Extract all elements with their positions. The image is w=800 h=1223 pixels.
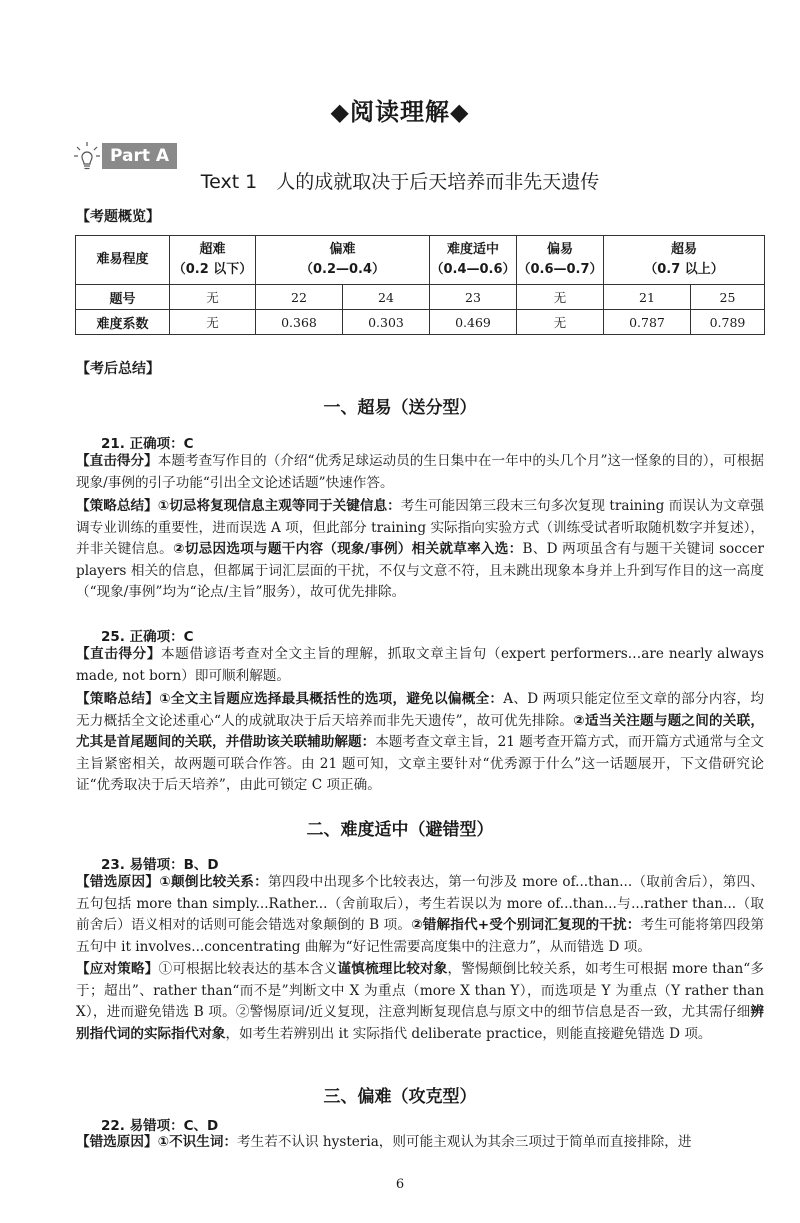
summary-label: 【考后总结】 [76,361,160,377]
page-number: 6 [395,1177,405,1192]
overview-label: 【考题概览】 [76,209,160,225]
row-label-question: 题号 [76,285,170,310]
answer-line: 23. 易错项：B、D [101,857,219,873]
section-heading: 三、偏难（攻克型） [323,1087,477,1107]
table-cell: 0.787 [604,310,691,335]
paragraph: 【直击得分】本题考查写作目的（介绍“优秀足球运动员的生日集中在一年中的头几个月”这一怪象的目的），可根据现象/事例的引子功能“引出全文论述话题”快速作答。 [76,453,765,491]
table-cell: 无 [170,285,256,310]
part-label: Part A [102,143,177,169]
answer-line: 22. 易错项：C、D [101,1118,219,1134]
answer-line: 25. 正确项：C [101,629,194,645]
table-cell: 0.469 [430,310,517,335]
table-cell: 无 [170,310,256,335]
text-title: Text 1 人的成就取决于后天培养而非先天遗传 [200,171,600,193]
table-cell: 无 [517,285,604,310]
level-cell: 偏难 （0.2—0.4） [256,236,430,285]
level-cell: 难度适中 （0.4—0.6） [430,236,517,285]
paragraph: 【错选原因】①不识生词：考生若不认识 hysteria，则可能主观认为其余三项过于简单而直接排除，进 [76,1134,692,1150]
paragraph: 【策略总结】①切忌将复现信息主观等同于关键信息：考生可能因第三段末三句多次复现 training 而误认为文章强调专业训练的重要性，进而误选 A 项，但此部分 training 实际指向实验方式（训练受试者听取随机数字并复述），并非关键信息。②切忌因选项与题干内容（现象/事例）相关就草率入选：B、D 两项虽含有与题干关键词 soccer players 相关的信息，但都属于词汇层面的干扰，不仅与文意不符，且未跳出现象本身并上升到写作目的这一高度（“现象/事例”均为“论点/主旨”服务），故可优先排除。 [76,498,764,601]
table-cell: 25 [691,285,765,310]
table-cell: 24 [343,285,430,310]
difficulty-table [75,235,765,335]
paragraph: 【策略总结】①全文主旨题应选择最具概括性的选项，避免以偏概全：A、D 两项只能定位至文章的部分内容，均无力概括全文论述重心“人的成就取决于后天培养而非先天遗传”，故可优先排除。②适当关注题与题之间的关联，尤其是首尾题间的关联，并借助该关联辅助解题：本题考查文章主旨，21 题考查开篇方式，而开篇方式通常与全文主旨紧密相关，故两题可联合作答。由 21 题可知，文章主要针对“优秀源于什么”这一话题展开，下文借研究论证“优秀取决于后天培养”，由此可锁定 C 项正确。 [76,691,764,794]
table-cell: 0.789 [691,310,765,335]
answer-line: 21. 正确项：C [101,436,194,452]
level-cell: 偏易 （0.6—0.7） [517,236,604,285]
table-cell: 0.368 [256,310,343,335]
paragraph: 【错选原因】①颠倒比较关系：第四段中出现多个比较表达，第一句涉及 more of...than...（取前舍后），第四、五句包括 more than simply...Rather...（舍前取后），考生若误以为 more of...than...与...rather than...（取前舍后）语义相对的话则可能会错选对象颠倒的 B 项。②错解指代+受个别词汇复现的干扰：考生可能将第四段第五句中 it involves...concentrating 曲解为“好记性需要高度集中的注意力”，从而错选 D 项。 [76,874,765,955]
row-label-coefficient: 难度系数 [76,310,170,335]
row-label-level: 难易程度 [76,236,170,285]
section-heading: 二、难度适中（避错型） [306,820,494,840]
table-cell: 0.303 [343,310,430,335]
paragraph: 【直击得分】本题借谚语考查对全文主旨的理解，抓取文章主旨句（expert performers…are nearly always made, not born）即可顺利解题。 [76,646,764,684]
level-cell: 超易 （0.7 以上） [604,236,765,285]
page-title: ◆阅读理解◆ [330,98,470,126]
table-cell: 无 [517,310,604,335]
table-cell: 21 [604,285,691,310]
table-cell: 22 [256,285,343,310]
level-cell: 超难 （0.2 以下） [170,236,256,285]
paragraph: 【应对策略】①可根据比较表达的基本含义谨慎梳理比较对象，警惕颠倒比较关系，如考生可根据 more than“多于；超出”、rather than“而不是”判断文中 X 为重点（more X than Y），而选项是 Y 为重点（Y rather than X），进而避免错选 B 项。②警惕原词/近义复现，注意判断复现信息与原文中的细节信息是否一致，尤其需仔细辨别指代词的实际指代对象，如考生若辨别出 it 实际指代 deliberate practice，则能直接避免错选 D 项。 [76,961,765,1042]
table-cell: 23 [430,285,517,310]
section-heading: 一、超易（送分型） [323,398,477,418]
